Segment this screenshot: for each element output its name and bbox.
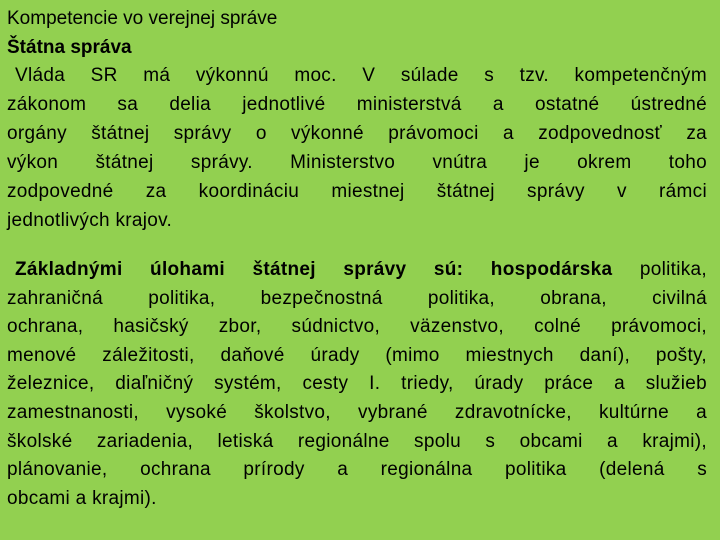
- paragraph-line: obcami a krajmi).: [7, 487, 157, 509]
- paragraph-government: [7, 61, 707, 235]
- paragraph-line: železnice, diaľničný systém, cesty I. triedy, úrady práce a služieb: [7, 373, 707, 395]
- bold-intro-text: Základnými úlohami štátnej správy sú: hospodárska: [15, 259, 613, 280]
- paragraph-line: zodpovedné za koordináciu miestnej štátnej správy v rámci: [7, 181, 707, 202]
- paragraph-line: menové záležitosti, daňové úrady (mimo miestnych daní), pošty,: [7, 344, 707, 366]
- paragraph-line: zahraničná politika, bezpečnostná politika, obrana, civilná: [7, 287, 707, 309]
- paragraph-line: výkon štátnej správy. Ministerstvo vnútra je okrem toho: [7, 152, 707, 173]
- intro-rest-text: politika,: [639, 259, 707, 280]
- paragraph-line: zákonom sa delia jednotlivé ministerstvá a ostatné ústredné: [7, 94, 707, 115]
- paragraph-line: zamestnanosti, vysoké školstvo, vybrané zdravotnícke, kultúrne a: [7, 401, 707, 423]
- paragraph-line: orgány štátnej správy o výkonné právomoci a zodpovednosť za: [7, 123, 707, 144]
- paragraph-line: Vláda SR má výkonnú moc. V súlade s tzv. kompetenčným: [15, 65, 707, 86]
- paragraph-line: ochrana, hasičský zbor, súdnictvo, väzenstvo, colné právomoci,: [7, 316, 707, 338]
- paragraph-basic-tasks: [7, 256, 707, 513]
- slide-subtitle: Štátna správa: [7, 37, 132, 58]
- paragraph-line: plánovanie, ochrana prírody a regionálna politika (delená s: [7, 459, 707, 481]
- paragraph-line: jednotlivých krajov.: [7, 210, 173, 231]
- slide-title: Kompetencie vo verejnej správe: [7, 8, 278, 29]
- paragraph-line: školské zariadenia, letiská regionálne spolu s obcami a krajmi),: [7, 430, 707, 452]
- paragraph-line-first: [7, 256, 707, 285]
